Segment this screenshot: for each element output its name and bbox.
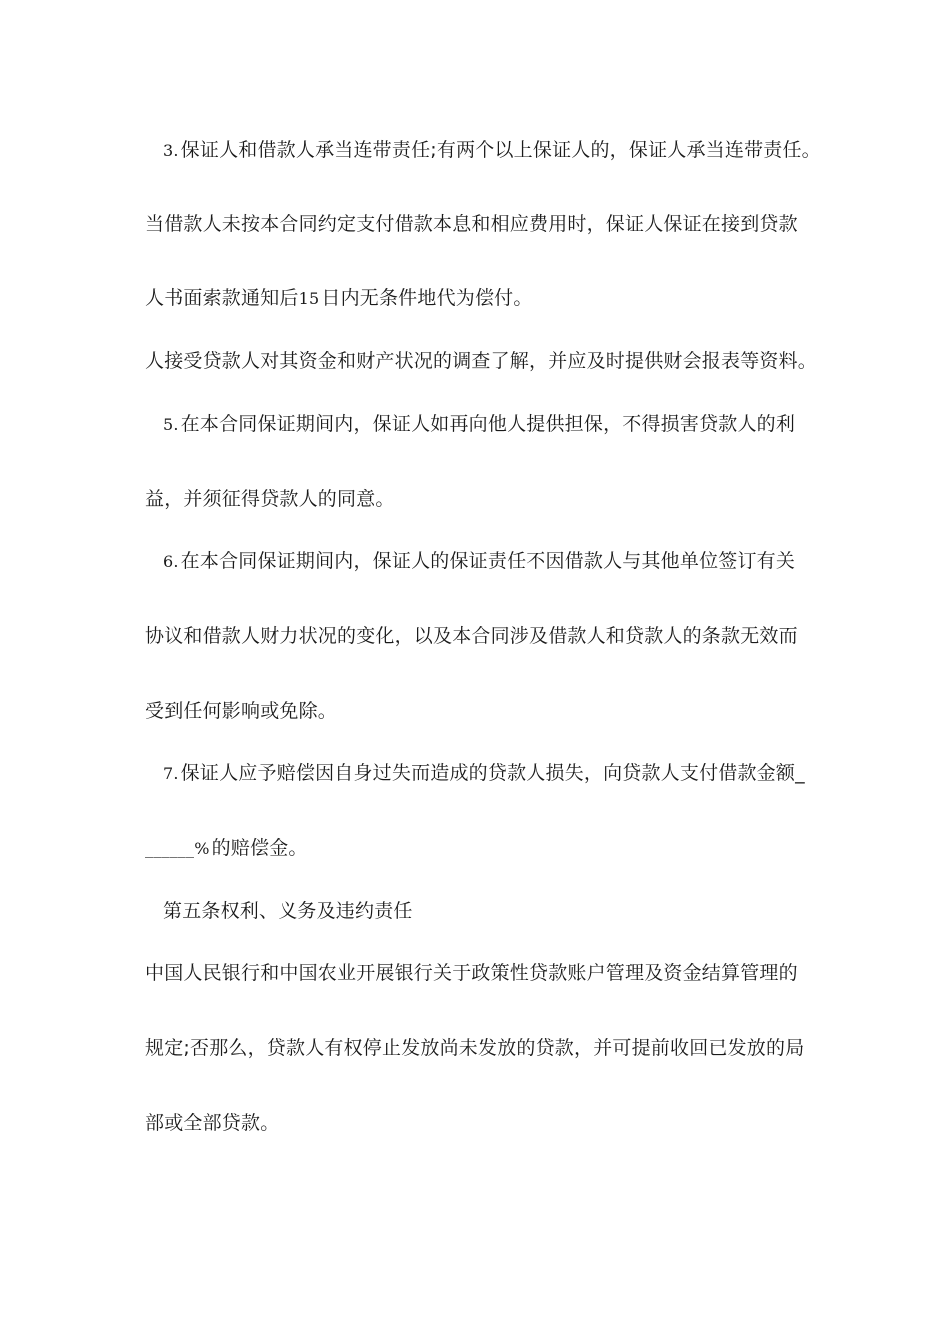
- clause-text: 在本合同保证期间内，保证人的保证责任不因借款人与其他单位签订有关: [180, 550, 796, 572]
- paragraph-text: 益，并须征得贷款人的同意。: [145, 488, 395, 510]
- paragraph-line: [145, 623, 845, 649]
- clause-text: 保证人应予赔偿因自身过失而造成的贷款人损失，向贷款人支付借款金额_: [180, 762, 805, 784]
- clause-text: 在本合同保证期间内，保证人如再向他人提供担保，不得损害贷款人的利: [180, 413, 796, 435]
- paragraph-line: [145, 486, 845, 512]
- clause-number: 6.: [163, 552, 179, 571]
- clause-number: 3.: [163, 141, 179, 160]
- paragraph-text: 日内无条件地代为偿付。: [321, 287, 533, 309]
- blank-percentage: ______%: [145, 839, 210, 858]
- clause-number: 7.: [163, 764, 179, 783]
- paragraph-line: [145, 1035, 845, 1061]
- clause-6-line-1: [163, 548, 863, 575]
- paragraph-line: [145, 285, 845, 312]
- paragraph-line: [145, 698, 845, 724]
- paragraph-text: 规定;否那么，贷款人有权停止发放尚未发放的贷款，并可提前收回已发放的局: [145, 1037, 805, 1059]
- paragraph-line: [145, 960, 845, 986]
- clause-5-line-1: [163, 411, 863, 438]
- paragraph-text: 部或全部贷款。: [145, 1112, 280, 1134]
- days-number: 15: [298, 289, 320, 308]
- paragraph-text: 中国人民银行和中国农业开展银行关于政策性贷款账户管理及资金结算管理的: [145, 962, 798, 984]
- clause-text: 保证人和借款人承当连带责任;有两个以上保证人的，保证人承当连带责任。: [180, 139, 821, 161]
- clause-3-line-1: [163, 137, 863, 164]
- paragraph-line: [145, 835, 845, 862]
- section-heading-text: 第五条权利、义务及违约责任: [163, 900, 413, 922]
- paragraph-line: [145, 1110, 845, 1136]
- paragraph-text: 当借款人未按本合同约定支付借款本息和相应费用时，保证人保证在接到贷款: [145, 213, 798, 235]
- clause-number: 5.: [163, 415, 179, 434]
- paragraph-line: [145, 211, 845, 237]
- clause-7-line-1: [163, 760, 863, 787]
- paragraph-text: 受到任何影响或免除。: [145, 700, 338, 722]
- paragraph-text: 的赔偿金。: [211, 837, 308, 859]
- paragraph-text: 人接受贷款人对其资金和财产状况的调查了解，并应及时提供财会报表等资料。: [145, 350, 818, 372]
- section-heading: [163, 898, 863, 924]
- paragraph-text: 协议和借款人财力状况的变化，以及本合同涉及借款人和贷款人的条款无效而: [145, 625, 798, 647]
- paragraph-text: 人书面索款通知后: [145, 287, 299, 309]
- paragraph-line: [145, 348, 845, 374]
